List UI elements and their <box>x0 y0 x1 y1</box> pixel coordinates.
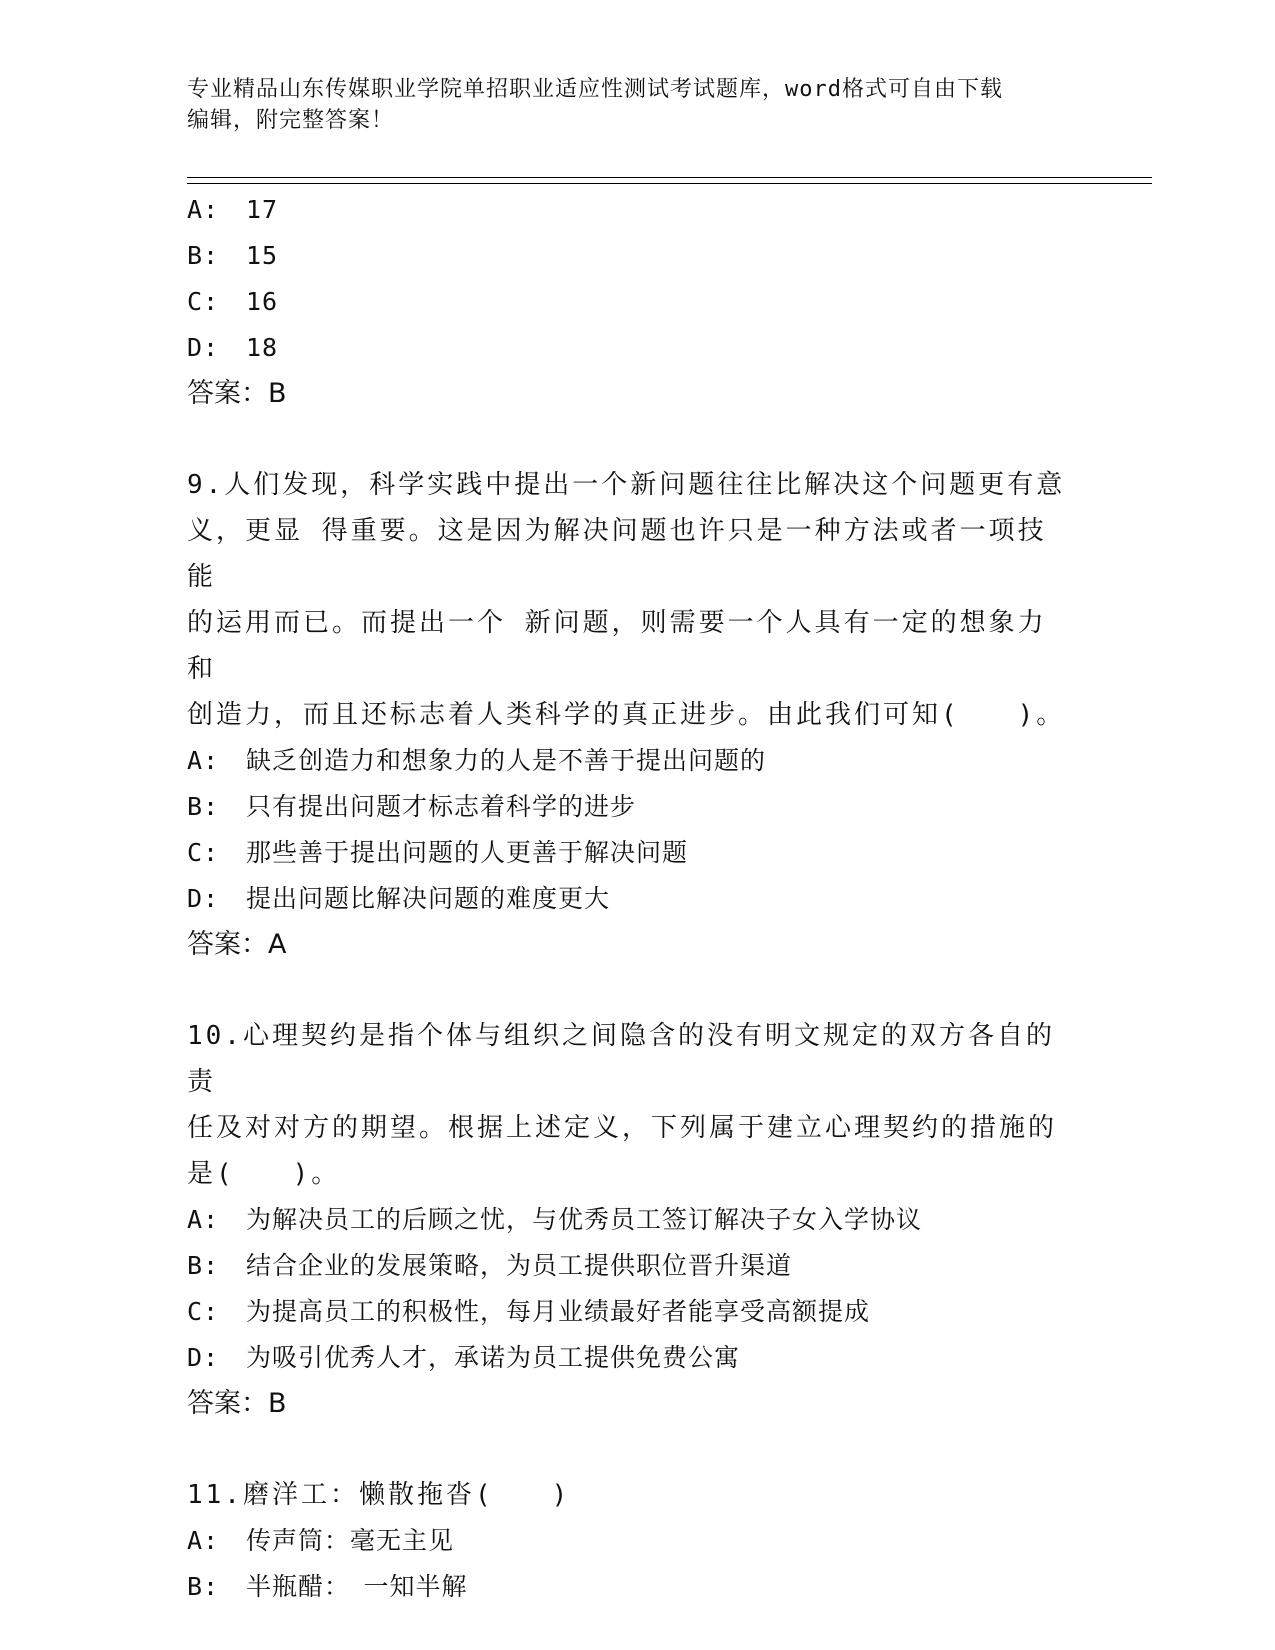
option-letter: A: <box>187 746 220 775</box>
option-text: 缺乏创造力和想象力的人是不善于提出问题的 <box>246 746 767 775</box>
header-line-1: 专业精品山东传媒职业学院单招职业适应性测试考试题库，word格式可自由下载 <box>187 77 1003 102</box>
option-letter: A: <box>187 195 220 224</box>
question-11 <box>187 1472 1087 1610</box>
question-8 <box>187 187 1087 417</box>
option-letter: D: <box>187 884 220 913</box>
option-text: 那些善于提出问题的人更善于解决问题 <box>246 838 689 867</box>
option-letter: D: <box>187 1343 220 1372</box>
option-letter: A: <box>187 1526 220 1555</box>
header-line-2: 编辑，附完整答案！ <box>187 108 395 133</box>
question-line: 是( )。 <box>187 1159 341 1189</box>
option-letter: C: <box>187 287 220 316</box>
option-letter: B: <box>187 1572 220 1601</box>
option-text: 18 <box>246 333 279 362</box>
question-line: 义，更显 得重要。这是因为解决问题也许只是一种方法或者一项技能 <box>187 516 1047 592</box>
option-text: 为提高员工的积极性，每月业绩最好者能享受高额提成 <box>246 1297 871 1326</box>
spacer <box>187 1427 1087 1472</box>
option-b <box>187 784 1087 830</box>
question-line: 9.人们发现，科学实践中提出一个新问题往往比解决这个问题更有意 <box>187 470 1066 500</box>
option-letter: B: <box>187 792 220 821</box>
option-letter: B: <box>187 241 220 270</box>
option-d <box>187 1335 1087 1381</box>
option-a <box>187 187 1087 233</box>
option-text: 只有提出问题才标志着科学的进步 <box>246 792 637 821</box>
spacer <box>187 968 1087 1013</box>
option-text: 16 <box>246 287 279 316</box>
option-letter: B: <box>187 1251 220 1280</box>
option-c <box>187 1289 1087 1335</box>
option-letter: C: <box>187 1297 220 1326</box>
spacer <box>187 417 1087 462</box>
option-text: 提出问题比解决问题的难度更大 <box>246 884 611 913</box>
option-b <box>187 1564 1087 1610</box>
option-text: 17 <box>246 195 279 224</box>
option-letter: D: <box>187 333 220 362</box>
header-rule-top <box>187 177 1152 178</box>
option-letter: A: <box>187 1205 220 1234</box>
answer-line: 答案：B <box>187 1388 287 1419</box>
question-stem <box>187 1472 1067 1518</box>
page-content <box>187 187 1087 1610</box>
option-text: 为解决员工的后顾之忧，与优秀员工签订解决子女入学协议 <box>246 1205 923 1234</box>
question-line: 10.心理契约是指个体与组织之间隐含的没有明文规定的双方各自的责 <box>187 1021 1055 1097</box>
option-d <box>187 876 1087 922</box>
option-b <box>187 1243 1087 1289</box>
option-c <box>187 279 1087 325</box>
option-text: 半瓶醋： 一知半解 <box>246 1572 468 1601</box>
option-text: 结合企业的发展策略，为员工提供职位晋升渠道 <box>246 1251 793 1280</box>
option-text: 传声筒：毫无主见 <box>246 1526 455 1555</box>
option-c <box>187 830 1087 876</box>
page-header <box>187 74 1087 136</box>
option-a <box>187 738 1087 784</box>
question-stem <box>187 1013 1067 1197</box>
option-a <box>187 1518 1087 1564</box>
option-d <box>187 325 1087 371</box>
question-stem <box>187 462 1067 738</box>
option-a <box>187 1197 1087 1243</box>
question-line: 创造力，而且还标志着人类科学的真正进步。由此我们可知( )。 <box>187 700 1066 730</box>
answer-line: 答案：B <box>187 378 287 409</box>
option-letter: C: <box>187 838 220 867</box>
option-text: 15 <box>246 241 279 270</box>
question-10 <box>187 1013 1087 1427</box>
question-line: 的运用而已。而提出一个 新问题，则需要一个人具有一定的想象力和 <box>187 608 1047 684</box>
option-b <box>187 233 1087 279</box>
question-9 <box>187 462 1087 968</box>
header-rule-bottom <box>187 183 1152 184</box>
question-line: 11.磨洋工：懒散拖沓( ) <box>187 1480 571 1510</box>
option-text: 为吸引优秀人才，承诺为员工提供免费公寓 <box>246 1343 741 1372</box>
question-line: 任及对对方的期望。根据上述定义，下列属于建立心理契约的措施的 <box>187 1113 1058 1143</box>
answer-line: 答案：A <box>187 929 287 960</box>
